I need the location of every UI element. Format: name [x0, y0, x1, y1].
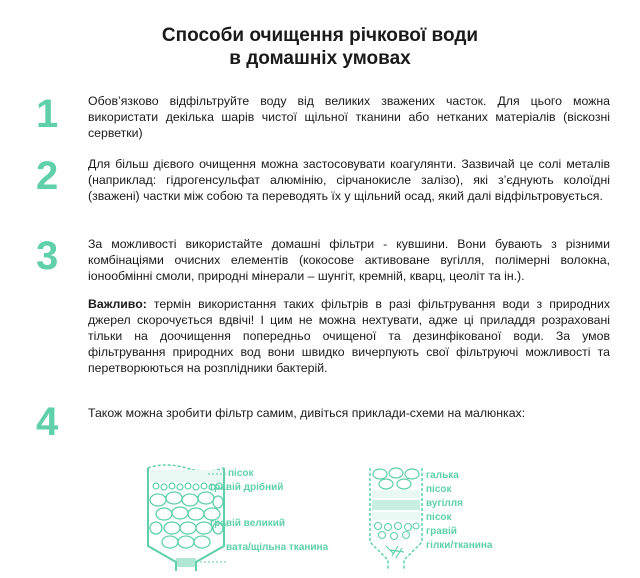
- step-text-2: Для більш дієвого очищення можна застосовувати коагулянти. Зазвичай це солі металів (наприклад: гідрогенсульфат алюмінію, сірчанокисле залізо), які з’єднують колоїдні (зважені) частки між собою та переводять їх у щільний осад, який далі відфільтровується.: [88, 157, 610, 203]
- important-note: [88, 296, 610, 376]
- filter-diagram-1: [146, 458, 226, 573]
- filter-diagram-2: [368, 462, 424, 572]
- step-text-4: Також можна зробити фільтр самим, дивіться приклади-схеми на малюнках:: [88, 406, 526, 420]
- important-label: Важливо:: [88, 297, 147, 311]
- title-line-1: Способи очищення річкової води: [161, 25, 479, 46]
- step-number-1: 1: [36, 92, 59, 136]
- filter1-label-large-gravel: гравій великий: [210, 518, 286, 529]
- step-number-2: 2: [36, 154, 59, 198]
- important-text: термін використання таких фільтрів в разі фільтрування води з природних джерел скорочується вдвічі! І цим не можна нехтувати, адже ці приладдя розраховані тільки на доочищення попередньо очищеної та дезинфікованої води. За умов фільтрування природних вод вони швидко вичерпують свої фільтруючі можливості та перетворюються на розплідники бактерій.: [88, 297, 610, 375]
- filter2-label-charcoal: вугілля: [426, 498, 463, 509]
- filter1-label-cotton: вата/щільна тканина: [226, 542, 329, 553]
- step-number-4: 4: [36, 400, 59, 444]
- step-text-3: За можливості використайте домашні фільтри - кувшини. Вони бувають з різними комбінаціями очисних елементів (кокосове активоване вугілля, полімерні волокна, іонообмінні смоли, природні мінерали – шунгіт, кремній, кварц, цеоліт та ін.).: [88, 237, 610, 283]
- filter2-label-sand-1: пісок: [426, 484, 452, 495]
- page-title: [0, 24, 640, 70]
- filter1-label-fine-gravel: гравій дрібний: [210, 482, 284, 493]
- filter1-label-sand: пісок: [228, 468, 254, 479]
- step-number-3: 3: [36, 234, 59, 278]
- filter2-label-branches: гілки/тканина: [426, 540, 493, 551]
- filter2-label-sand-2: пісок: [426, 512, 452, 523]
- step-text-1: Обов’язково відфільтруйте воду від великих зважених часток. Для цього можна використати декілька шарів чистої щільної тканини або нетканих матеріалів (віскозні серветки): [88, 94, 610, 140]
- filter2-label-pebbles: галька: [426, 470, 459, 481]
- title-line-2: в домашніх умовах: [229, 48, 411, 69]
- filter2-label-gravel: гравій: [426, 526, 457, 537]
